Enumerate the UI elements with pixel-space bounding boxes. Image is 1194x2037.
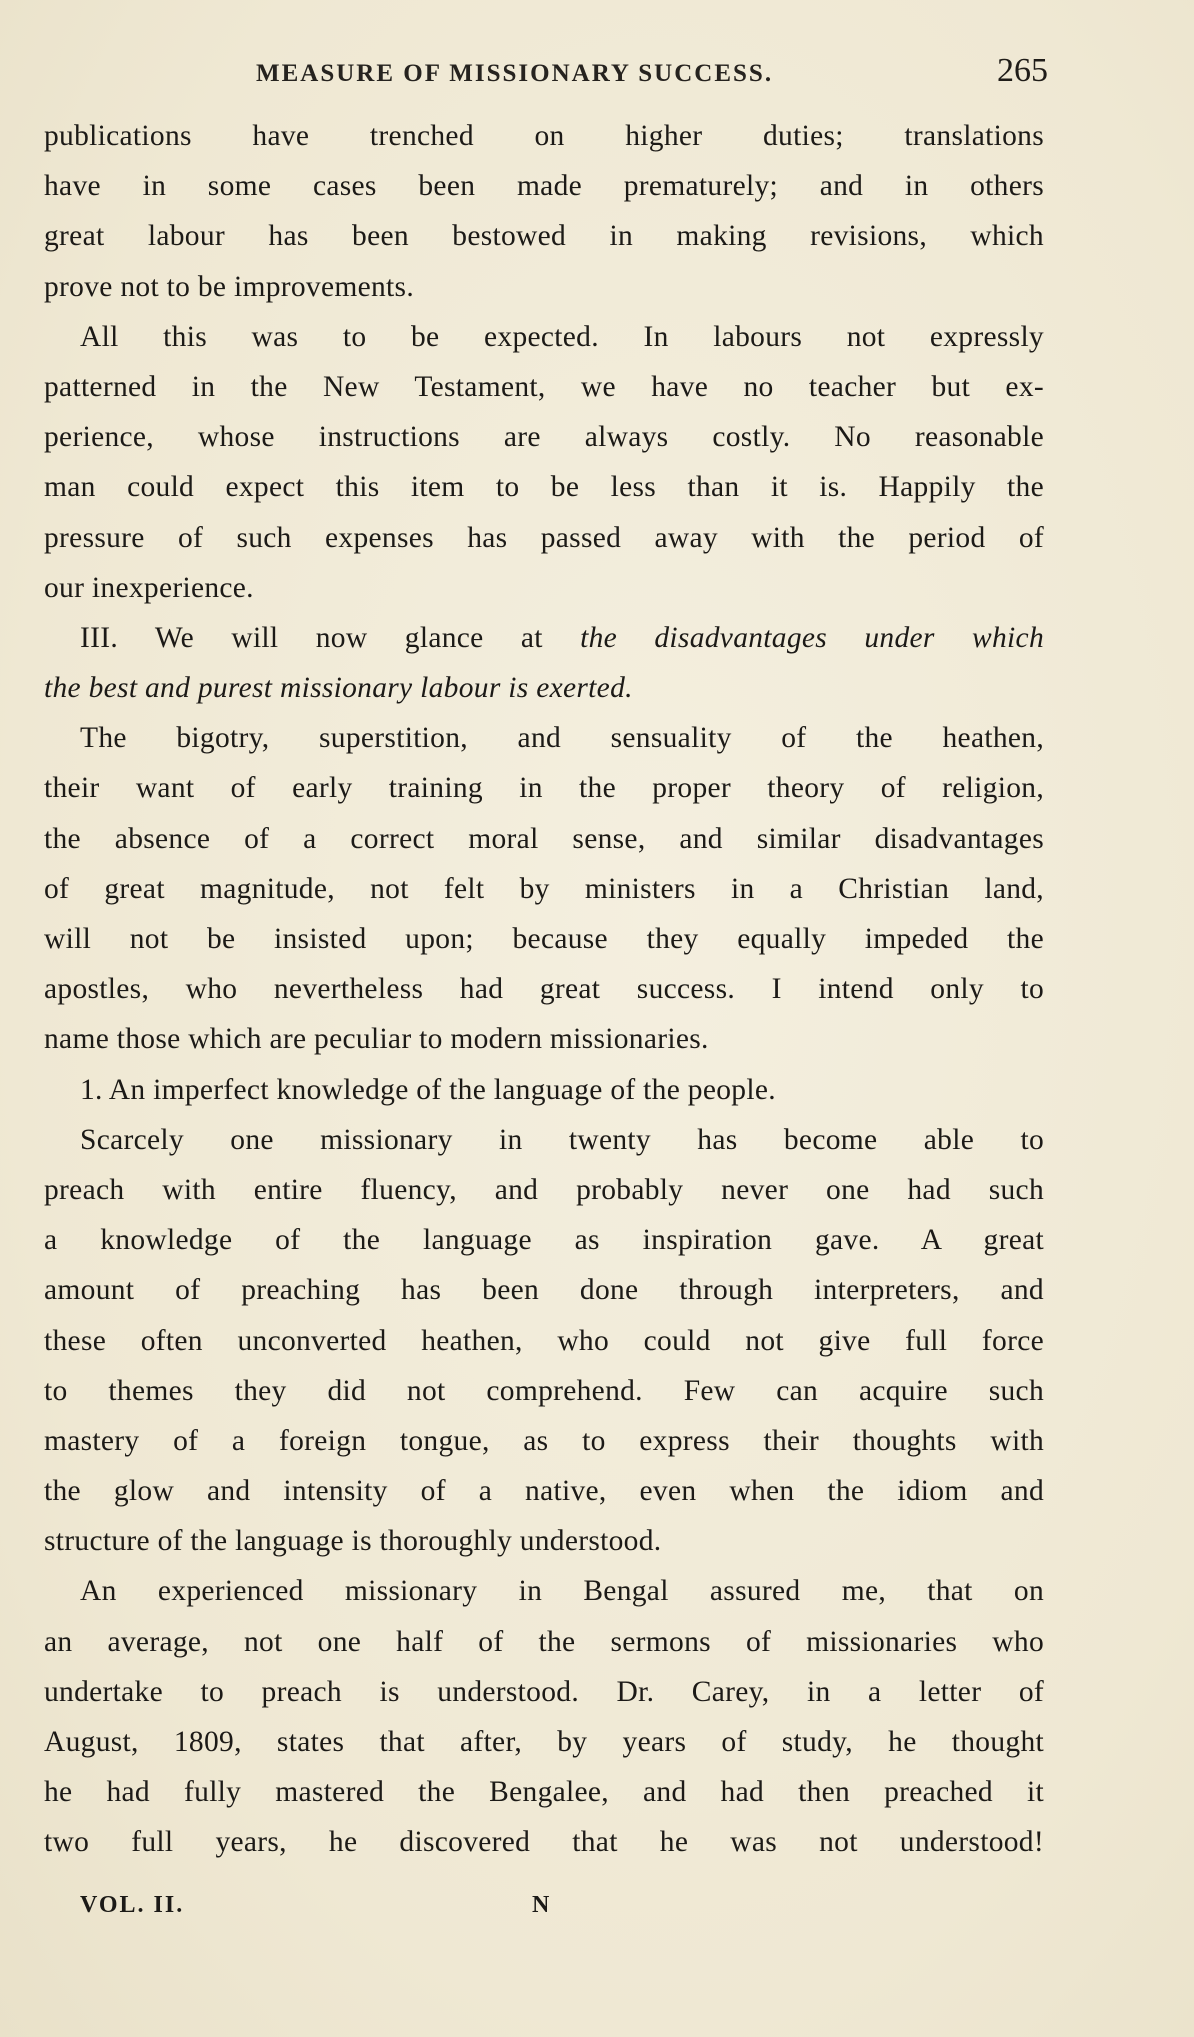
text-line: our inexperience.	[44, 571, 254, 604]
text-line: preach with entire fluency, and probably never one had such	[44, 1173, 1044, 1206]
text-line: man could expect this item to be less than it is. Happily the	[44, 471, 1044, 504]
text-line: their want of early training in the proper theory of religion,	[44, 772, 1044, 805]
text-line: patterned in the New Testament, we have no teacher but ex-	[44, 370, 1044, 403]
text-line: structure of the language is thoroughly understood.	[44, 1525, 662, 1558]
text-line: have in some cases been made prematurely; and in others	[44, 170, 1044, 203]
text-line: amount of preaching has been done through interpreters, and	[44, 1274, 1044, 1307]
text-line: 1. An imperfect knowledge of the language of the people.	[80, 1073, 776, 1106]
text-line: All this was to be expected. In labours not expressly	[80, 320, 1044, 353]
signature-mark: N	[532, 1892, 552, 1918]
running-head	[44, 50, 1048, 90]
text-line: the glow and intensity of a native, even when the idiom and	[44, 1475, 1044, 1508]
running-title: MEASURE OF MISSIONARY SUCCESS.	[256, 60, 774, 87]
text-line: prove not to be improvements.	[44, 270, 415, 303]
text-line: The bigotry, superstition, and sensuality of the heathen,	[80, 722, 1044, 755]
text-line: publications have trenched on higher duties; translations	[44, 120, 1044, 152]
text-line: an average, not one half of the sermons of missionaries who	[44, 1625, 1044, 1658]
page-number: 265	[997, 52, 1048, 89]
italic-text-run: the disadvantages under which	[580, 621, 1045, 654]
body-text	[44, 111, 1044, 1868]
italic-text-run: the best and purest missionary labour is exerted.	[44, 672, 633, 705]
text-line	[44, 613, 1044, 663]
text-line: mastery of a foreign tongue, as to express their thoughts with	[44, 1424, 1044, 1457]
text-line: he had fully mastered the Bengalee, and had then preached it	[44, 1776, 1044, 1809]
text-line: August, 1809, states that after, by years of study, he thought	[44, 1726, 1044, 1758]
text-line: An experienced missionary in Bengal assured me, that on	[80, 1575, 1044, 1608]
text-line: perience, whose instructions are always costly. No reasonable	[44, 421, 1044, 454]
text-line: apostles, who nevertheless had great success. I intend only to	[44, 973, 1044, 1006]
text-line: pressure of such expenses has passed away with the period of	[44, 521, 1044, 554]
text-line: a knowledge of the language as inspiration gave. A great	[44, 1224, 1044, 1257]
text-line	[44, 663, 1044, 713]
text-line: great labour has been bestowed in making revisions, which	[44, 220, 1044, 253]
text-line: Scarcely one missionary in twenty has become able to	[80, 1123, 1044, 1156]
text-line: undertake to preach is understood. Dr. Carey, in a letter of	[44, 1675, 1044, 1708]
text-line: these often unconverted heathen, who could not give full force	[44, 1324, 1044, 1357]
page-footer	[80, 1892, 580, 1932]
text-line: will not be insisted upon; because they equally impeded the	[44, 923, 1044, 955]
volume-mark: VOL. II.	[80, 1892, 185, 1918]
text-line: the absence of a correct moral sense, and similar disadvantages	[44, 822, 1044, 855]
text-line: of great magnitude, not felt by ministers in a Christian land,	[44, 872, 1044, 905]
text-run: III. We will now glance at	[80, 621, 581, 654]
text-line: name those which are peculiar to modern missionaries.	[44, 1023, 709, 1056]
text-line: two full years, he discovered that he was not understood!	[44, 1826, 1044, 1859]
text-line: to themes they did not comprehend. Few can acquire such	[44, 1374, 1044, 1407]
